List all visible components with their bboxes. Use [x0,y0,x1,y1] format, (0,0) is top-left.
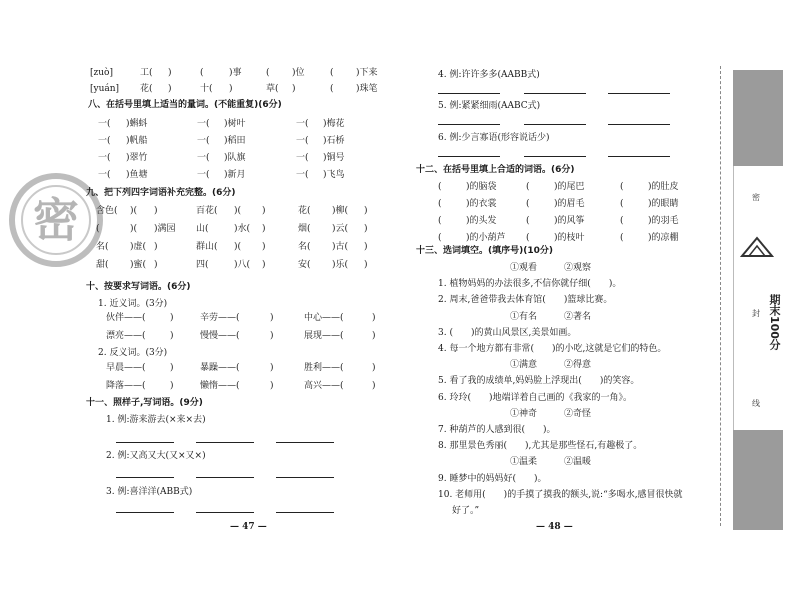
idiom-r2-c5: ) [262,242,266,252]
section-9-title: 九、把下列四字词语补充完整。(6分) [86,188,236,198]
measure-r0-c0: 一( [98,119,111,129]
measure-r0-c1: )蝌蚪 [126,119,148,129]
fill-word-r0-c1: )的脑袋 [466,182,497,192]
idiom-r2-c8: ) [364,242,368,252]
fill-word-r3-c5: )的凉棚 [648,233,679,243]
idiom-r2-c3: 群山( [196,242,218,252]
right-section-11-item-4: 4. 例:许许多多(AABB式) [438,70,540,80]
idiom-r2-c7: )古( [332,242,349,252]
synonym-r0-c3: ) [270,313,274,323]
synonym-r1-c0: 漂亮——( [106,331,146,341]
idiom-r1-c6: 烟( [298,224,311,234]
fill-word-r1-c0: ( [438,199,442,209]
synonym-r1-c3: ) [270,331,274,341]
idiom-r3-c6: 安( [298,260,311,270]
idiom-r3-c4: )八( [234,260,251,270]
section-8-title: 八、在括号里填上适当的量词。(不能重复)(6分) [88,100,282,110]
antonym-r1-c5: ) [372,381,376,391]
choice-question: 2. 周末,爸爸带我去体育馆( )篮球比赛。 [438,295,613,306]
idiom-r1-c5: ) [262,224,266,234]
fill-word-r0-c0: ( [438,182,442,192]
measure-r2-c0: 一( [98,153,111,163]
pinyin-r0-c4: ( [266,68,270,78]
measure-r3-c1: )鱼塘 [126,170,148,180]
side-label-xian: 线 [752,399,760,408]
pinyin-r1-c3: ) [229,84,233,94]
synonym-r1-c5: ) [372,331,376,341]
idiom-r1-c8: ) [364,224,368,234]
antonym-r0-c2: 暴躁——( [200,363,240,373]
pinyin-r1-c4: 草( [266,84,279,94]
pinyin-r1-c6: ( [330,84,334,94]
pinyin-r0-c0: 工( [140,68,153,78]
section-10-sub2: 2. 反义词。(3分) [98,348,168,358]
measure-r1-c5: )石桥 [323,136,345,146]
measure-r2-c3: )队旗 [224,153,246,163]
secret-seal-stamp [6,170,106,270]
idiom-r1-c2: )满园 [154,224,176,234]
synonym-r1-c4: 展现——( [304,331,344,341]
fill-word-r3-c2: ( [526,233,530,243]
choice-question: 8. 那里景色秀丽( ),尤其是那些怪石,有趣极了。 [438,441,643,452]
pinyin-label: [zuò] [90,68,113,78]
section-12-title: 十二、在括号里填上合适的词语。(6分) [416,165,575,175]
fill-word-r2-c2: ( [526,216,530,226]
section-11-item-1: 1. 例:游来游去(×来×去) [106,415,206,425]
choice-question: 10. 老师用( )的手摸了摸我的额头,说:“多喝水,感冒很快就 [438,489,683,500]
choice-question: 3. ( )的黄山风景区,美景如画。 [438,327,577,338]
fill-word-r1-c5: )的眼睛 [648,199,679,209]
measure-r3-c2: 一( [197,170,210,180]
measure-r0-c2: 一( [197,119,210,129]
pinyin-r1-c7: )珠笔 [356,84,378,94]
fill-word-r1-c4: ( [620,199,624,209]
choice-question: 4. 每一个地方都有非常( )的小吃,这就是它们的特色。 [438,344,667,354]
measure-r2-c2: 一( [197,153,210,163]
svg-text:密: 密 [33,193,79,247]
choice-question: 7. 种葫芦的人感到很( )。 [438,425,556,435]
antonym-r0-c0: 早晨——( [106,363,146,373]
idiom-r1-c4: )水( [234,224,251,234]
choice-question: 1. 植物妈妈的办法很多,不信你就仔细( )。 [438,279,622,290]
brand-logo-icon [740,236,774,258]
idiom-r2-c1: )虚( [130,242,147,252]
idiom-r0-c6: 花( [298,206,311,216]
pinyin-r0-c7: )下来 [356,68,378,78]
idiom-r3-c7: )乐( [332,260,349,270]
fill-word-r1-c2: ( [526,199,530,209]
idiom-r3-c8: ) [364,260,368,270]
measure-r1-c3: )稻田 [224,136,246,146]
fill-word-r1-c3: )的眉毛 [554,199,585,209]
measure-r0-c4: 一( [296,119,309,129]
choice-question: 6. 玲玲( )地端详着自己画的《我家的一角》。 [438,392,632,403]
right-section-11-item-5: 5. 例:紧紧细雨(AABC式) [438,101,541,111]
fill-word-r3-c1: )的小葫芦 [466,233,506,243]
measure-r2-c1: )翠竹 [126,153,148,163]
section-13-title: 十三、选词填空。(填序号)(10分) [416,246,553,256]
idiom-r2-c2: ) [154,242,158,252]
idiom-r1-c0: ( [96,224,100,234]
measure-r3-c0: 一( [98,170,111,180]
fill-word-r2-c1: )的头发 [466,216,497,226]
idiom-r0-c4: )( [234,206,242,216]
pinyin-r1-c5: ) [292,84,296,94]
idiom-r0-c5: ) [262,206,266,216]
section-11-title: 十一、照样子,写词语。(9分) [86,398,203,408]
right-section-11-item-6: 6. 例:少言寡语(形容说话少) [438,133,550,143]
pinyin-label: [yuán] [90,84,120,94]
antonym-r1-c4: 高兴——( [304,381,344,391]
fill-word-r2-c4: ( [620,216,624,226]
idiom-r1-c7: )云( [332,224,349,234]
antonym-r1-c1: ) [170,381,174,391]
choice-options: ①满意 ②得意 [510,360,592,371]
pinyin-r1-c2: 十( [200,84,213,94]
choice-options: ①神奇 ②奇怪 [510,408,592,419]
section-10-title: 十、按要求写词语。(6分) [86,282,191,292]
antonym-r0-c5: ) [372,363,376,373]
antonym-r1-c3: ) [270,381,274,391]
synonym-r0-c0: 伙伴——( [106,313,146,323]
fill-word-r2-c0: ( [438,216,442,226]
idiom-r0-c7: )柳( [332,206,349,216]
fill-word-r0-c5: )的肚皮 [648,182,679,192]
fill-word-r0-c2: ( [526,182,530,192]
choice-options: ①观看 ②观察 [510,263,592,273]
idiom-r3-c3: 四( [196,260,209,270]
section-11-item-2: 2. 例:又高又大(又×又×) [106,451,206,461]
measure-r1-c1: )帆船 [126,136,148,146]
measure-r3-c4: 一( [296,170,309,180]
idiom-r3-c2: ) [154,260,158,270]
pinyin-r0-c6: ( [330,68,334,78]
antonym-r1-c0: 降落——( [106,381,146,391]
idiom-r0-c0: 含色( [96,206,118,216]
measure-r2-c5: )铜号 [323,153,345,163]
idiom-r2-c4: )( [234,242,242,252]
side-label-feng: 封 [752,309,760,318]
choice-question: 9. 睡梦中的妈妈好( )。 [438,473,547,484]
fill-word-r3-c3: )的枝叶 [554,233,585,243]
side-label-mi: 密 [752,193,760,202]
synonym-r0-c2: 辛劳——( [200,313,240,323]
antonym-r0-c3: ) [270,363,274,373]
idiom-r2-c6: 名( [298,242,311,252]
measure-r3-c5: )飞鸟 [323,170,345,180]
page-number-left: — 47 — [230,522,267,532]
choice-question: 好了。” [452,506,480,516]
antonym-r0-c1: ) [170,363,174,373]
brand-title: 期末100分 [768,294,781,350]
fill-word-r3-c0: ( [438,233,442,243]
pinyin-r0-c1: ) [168,68,172,78]
choice-question: 5. 看了我的成绩单,妈妈脸上浮现出( )的笑容。 [438,376,640,387]
pinyin-r0-c3: )事 [229,68,242,78]
idiom-r3-c0: 甜( [96,260,109,270]
choice-options: ①有名 ②著名 [510,311,592,322]
antonym-r1-c2: 懒惰——( [200,381,240,391]
measure-r3-c3: )新月 [224,170,246,180]
synonym-r0-c1: ) [170,313,174,323]
fill-word-r0-c3: )的尾巴 [554,182,585,192]
idiom-r0-c1: )( [130,206,138,216]
fill-word-r3-c4: ( [620,233,624,243]
pinyin-r0-c2: ( [200,68,204,78]
synonym-r0-c4: 中心——( [304,313,344,323]
idiom-r1-c1: )( [130,224,138,234]
page-number-right: — 48 — [536,522,573,532]
idiom-r0-c8: ) [364,206,368,216]
fill-word-r2-c5: )的羽毛 [648,216,679,226]
measure-r0-c5: )梅花 [323,119,345,129]
idiom-r1-c3: 山( [196,224,209,234]
idiom-r3-c5: ) [262,260,266,270]
measure-r1-c0: 一( [98,136,111,146]
idiom-r0-c2: ) [154,206,158,216]
antonym-r0-c4: 胜利——( [304,363,344,373]
measure-r1-c2: 一( [197,136,210,146]
idiom-r0-c3: 百花( [196,206,218,216]
fill-word-r0-c4: ( [620,182,624,192]
synonym-r0-c5: ) [372,313,376,323]
fill-word-r2-c3: )的风筝 [554,216,585,226]
pinyin-r0-c5: )位 [292,68,305,78]
measure-r0-c3: )树叶 [224,119,246,129]
pinyin-r1-c0: 花( [140,84,153,94]
measure-r2-c4: 一( [296,153,309,163]
pinyin-r1-c1: ) [168,84,172,94]
choice-options: ①温柔 ②温暖 [510,457,592,468]
section-11-item-3: 3. 例:喜洋洋(ABB式) [106,487,193,497]
idiom-r2-c0: 名( [96,242,109,252]
binding-dashed-line [720,66,721,526]
synonym-r1-c2: 慢慢——( [200,331,240,341]
section-10-sub1: 1. 近义词。(3分) [98,299,168,309]
idiom-r3-c1: )蜜( [130,260,147,270]
synonym-r1-c1: ) [170,331,174,341]
fill-word-r1-c1: )的衣裳 [466,199,497,209]
measure-r1-c4: 一( [296,136,309,146]
